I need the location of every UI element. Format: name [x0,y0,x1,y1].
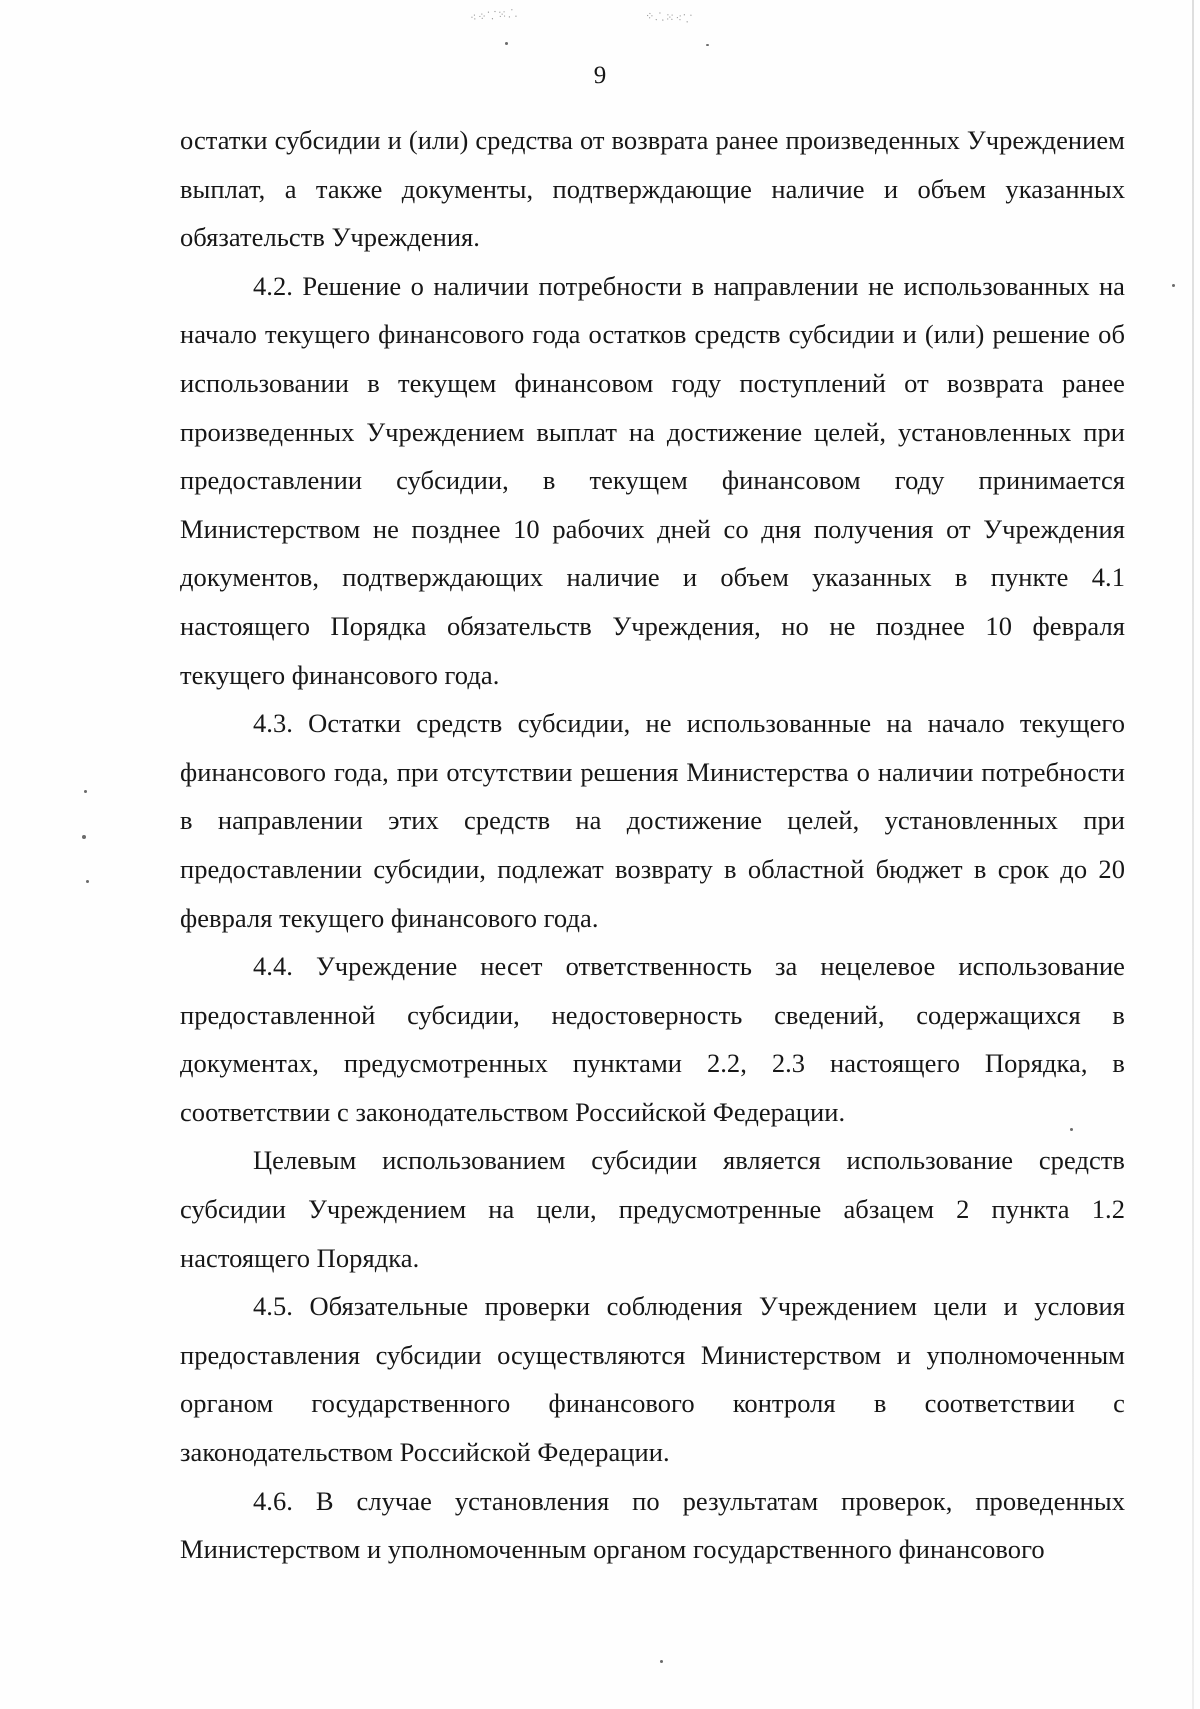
scan-artifact [660,1660,663,1663]
scan-artifact [86,880,89,883]
scan-artifact [505,42,508,45]
paragraph-continuation: остатки субсидии и (или) средства от возврата ранее произведенных Учреждением выплат, а также документы, подтверждающие наличие и объем указанных обязательств Учреждения. [180,125,1125,253]
scan-artifact [1172,284,1175,287]
paragraph-4-5: 4.5. Обязательные проверки соблюдения Учреждением цели и условия предоставления субсидии осуществляются Министерством и уполномоченным органом государственного финансового контроля в соответствии с законодательством Российской Федерации. [180,1291,1125,1468]
scan-artifact [706,44,709,46]
page-number: 9 [593,62,607,89]
paragraph-target-use: Целевым использованием субсидии является использование средств субсидии Учреждением на цели, предусмотренные абзацем 2 пункта 1.2 настоящего Порядка. [180,1145,1125,1273]
paragraph-4-6: 4.6. В случае установления по результатам проверок, проведенных Министерством и уполномоченным органом государственного финансового [180,1485,1125,1565]
scan-artifact: ⁘⸫⁙⁖⸪ [644,9,694,26]
scan-artifact [84,790,87,793]
paragraph-4-3: 4.3. Остатки средств субсидии, не использованные на начало текущего финансового года, при отсутствии решения Министерства о наличии потребности в направлении этих средств на достижение целей, установленных при предоставлении субсидии, подлежат возврату в областной бюджет в срок до 20 февраля текущего финансового года. [180,708,1125,933]
paragraph-4-4: 4.4. Учреждение несет ответственность за нецелевое использование предоставленной субсидии, недостоверность сведений, содержащихся в документах, предусмотренных пунктами 2.2, 2.3 настоящего Порядка, в соответствии с законодательством Российской Федерации. [180,951,1125,1127]
document-body [180,116,1125,1574]
scan-artifact: ⁖⁘⸪⁙⸫ [469,6,519,25]
scan-artifact [82,835,86,839]
paragraph-4-2: 4.2. Решение о наличии потребности в направлении не использованных на начало текущего финансового года остатков средств субсидии и (или) решение об использовании в текущем финансовом году поступлений от возврата ранее произведенных Учреждением выплат на достижение целей, установленных при предоставлении субсидии, в текущем финансовом году принимается Министерством не позднее 10 рабочих дней со дня получения от Учреждения документов, подтверждающих наличие и объем указанных в пункте 4.1 настоящего Порядка обязательств Учреждения, но не позднее 10 февраля текущего финансового года. [180,270,1125,690]
page-edge [1192,0,1194,1709]
